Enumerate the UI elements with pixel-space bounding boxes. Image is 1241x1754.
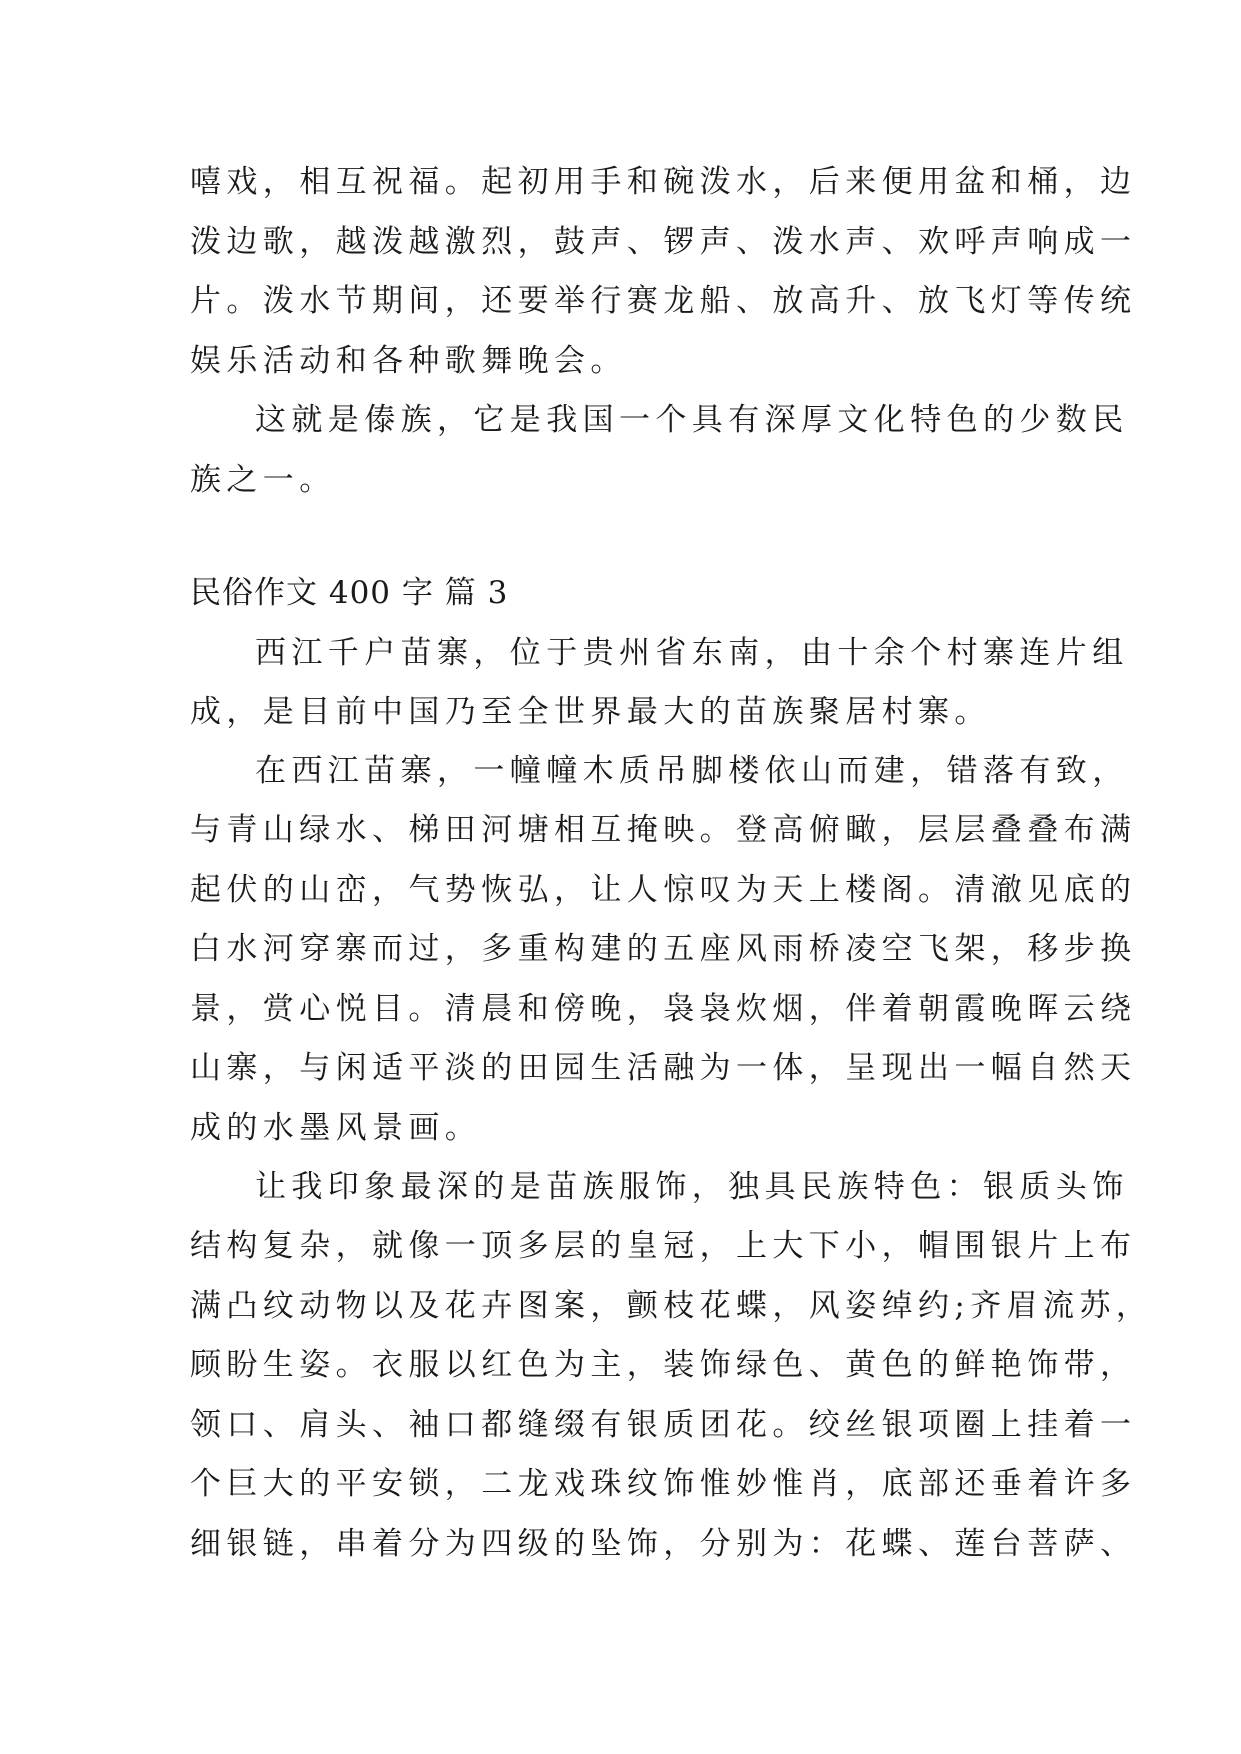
text-line: 娱乐活动和各种歌舞晚会。 <box>190 343 627 379</box>
text-line: 顾盼生姿。衣服以红色为主，装饰绿色、黄色的鲜艳饰带， <box>190 1347 1137 1383</box>
text-line: 白水河穿寨而过，多重构建的五座风雨桥凌空飞架，移步换 <box>190 931 1137 967</box>
text-line: 西江千户苗寨，位于贵州省东南，由十余个村寨连片组 <box>255 635 1129 671</box>
text-line: 与青山绿水、梯田河塘相互掩映。登高俯瞰，层层叠叠布满 <box>190 812 1137 848</box>
text-line: 个巨大的平安锁，二龙戏珠纹饰惟妙惟肖，底部还垂着许多 <box>190 1466 1137 1502</box>
text-line: 满凸纹动物以及花卉图案，颤枝花蝶，风姿绰约;齐眉流苏， <box>190 1288 1153 1324</box>
text-line: 在西江苗寨，一幢幢木质吊脚楼依山而建，错落有致， <box>255 753 1129 789</box>
text-line: 成的水墨风景画。 <box>190 1110 482 1146</box>
text-line: 嘻戏，相互祝福。起初用手和碗泼水，后来便用盆和桶，边 <box>190 164 1137 200</box>
text-line: 泼边歌，越泼越激烈，鼓声、锣声、泼水声、欢呼声响成一 <box>190 224 1137 260</box>
section-heading: 民俗作文 400 字 篇 3 <box>190 575 509 611</box>
text-line: 山寨，与闲适平淡的田园生活融为一体，呈现出一幅自然天 <box>190 1050 1137 1086</box>
text-line: 成，是目前中国乃至全世界最大的苗族聚居村寨。 <box>190 694 991 730</box>
text-line: 让我印象最深的是苗族服饰，独具民族特色：银质头饰 <box>255 1169 1129 1205</box>
text-line: 景，赏心悦目。清晨和傍晚，袅袅炊烟，伴着朝霞晚晖云绕 <box>190 991 1137 1027</box>
text-line: 领口、肩头、袖口都缝缀有银质团花。绞丝银项圈上挂着一 <box>190 1407 1137 1443</box>
text-line: 起伏的山峦，气势恢弘，让人惊叹为天上楼阁。清澈见底的 <box>190 872 1137 908</box>
text-line: 族之一。 <box>190 462 336 498</box>
text-line: 片。泼水节期间，还要举行赛龙船、放高升、放飞灯等传统 <box>190 283 1137 319</box>
text-line: 结构复杂，就像一顶多层的皇冠，上大下小，帽围银片上布 <box>190 1228 1137 1264</box>
text-line: 细银链，串着分为四级的坠饰，分别为：花蝶、莲台菩萨、 <box>190 1526 1137 1562</box>
text-line: 这就是傣族，它是我国一个具有深厚文化特色的少数民 <box>255 402 1129 438</box>
